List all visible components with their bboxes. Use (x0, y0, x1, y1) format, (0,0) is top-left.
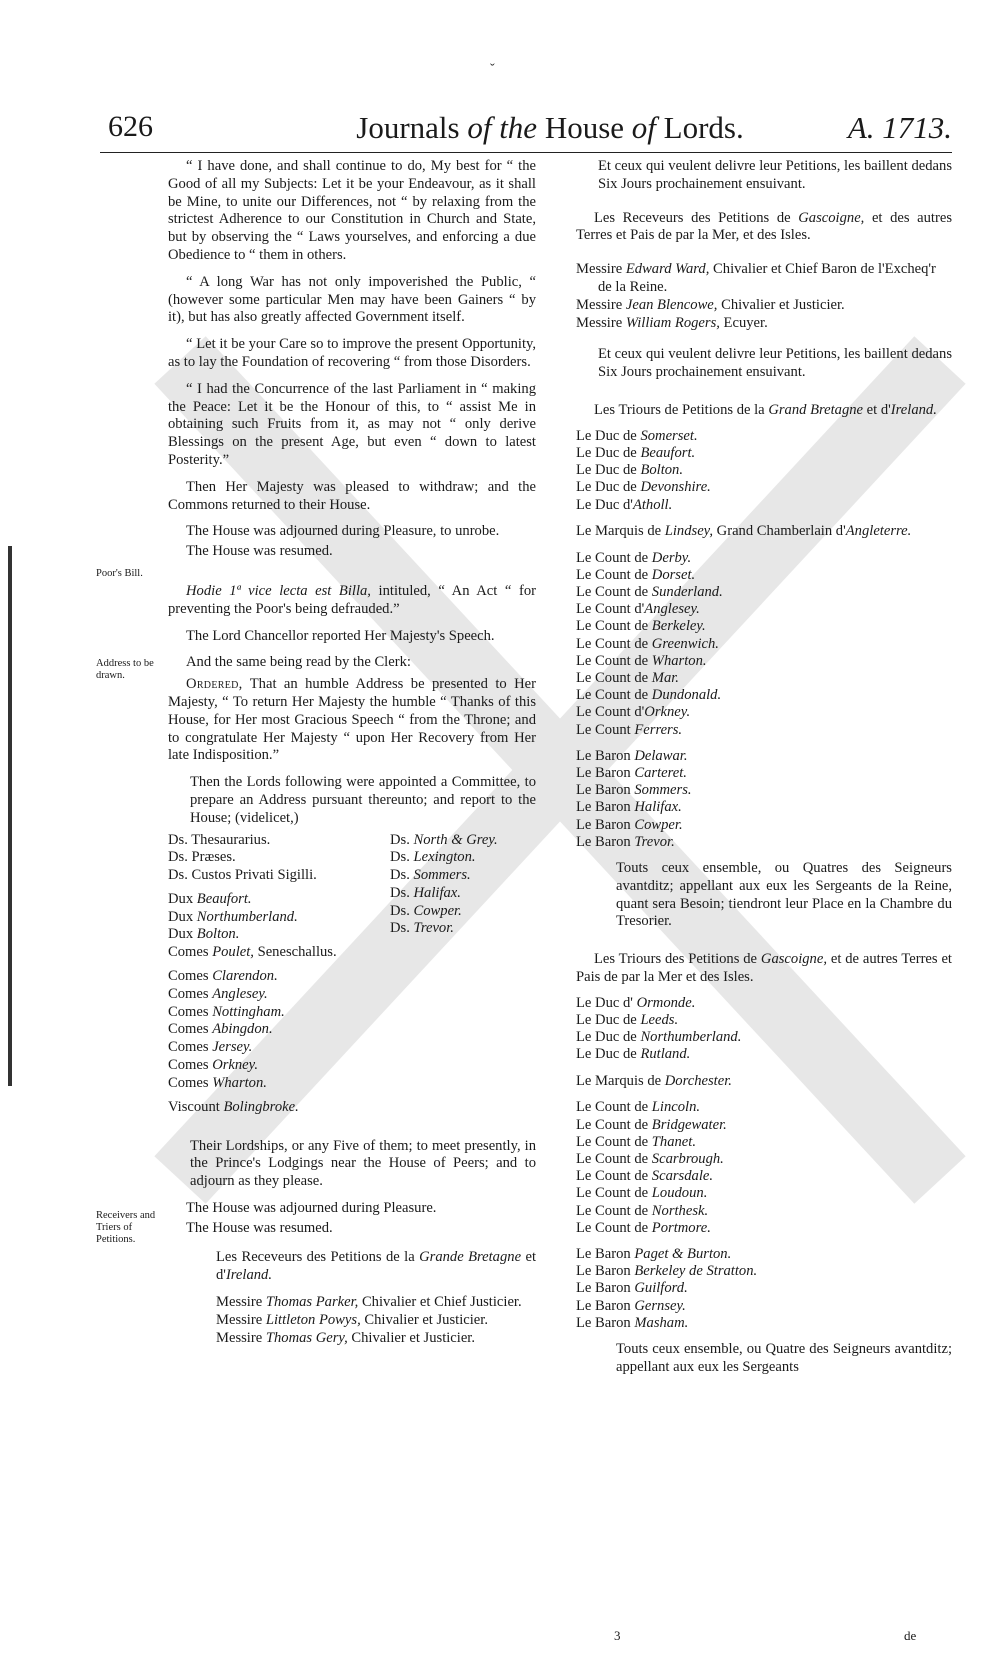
committee-member: Ds. Lexington. (390, 849, 476, 866)
committee-member: Comes Poulet, Seneschallus. (168, 944, 337, 961)
trier-entry: Le Count de Scarbrough. (576, 1151, 724, 1168)
receiver-entry: Messire Littleton Powys, Chivalier et Justicier. (216, 1311, 488, 1328)
triers-gascoigne-counts (576, 1099, 952, 1237)
committee-member: Dux Bolton. (168, 926, 240, 943)
committee-member: Comes Orkney. (168, 1057, 258, 1074)
receivers-gb-heading: Les Receveurs des Petitions de la Grande Bretagne et d'Ireland. (216, 1249, 536, 1284)
trier-entry: Le Count de Loudoun. (576, 1185, 708, 1202)
trier-entry: Le Count de Wharton. (576, 652, 707, 669)
trier-entry: Le Count de Dorset. (576, 566, 696, 583)
trier-entry: Le Baron Paget & Burton. (576, 1246, 732, 1263)
adjourn-entry: The House was adjourned during Pleasure, to unrobe. (186, 523, 500, 540)
signature-mark: 3 (614, 1628, 621, 1643)
triers-gascoigne-dukes (576, 995, 952, 1064)
trier-entry: Le Count de Berkeley. (576, 618, 706, 635)
receiver-entry: Messire Thomas Gery, Chivalier et Justicier. (216, 1329, 476, 1346)
page-header (100, 110, 952, 150)
trier-entry: Le Duc d' Ormonde. (576, 994, 696, 1011)
committee-member: Ds. Thesaurarius. (168, 831, 271, 848)
trier-entry: Le Baron Sommers. (576, 782, 692, 799)
committee-member: Ds. Custos Privati Sigilli. (168, 867, 317, 884)
ceux-entry-1: Et ceux qui veulent delivre leur Petitions, les baillent dedans Six Jours prochainement ensuivant. (598, 158, 952, 192)
committee-member: Comes Nottingham. (168, 1003, 285, 1020)
trier-entry: Le Count de Thanet. (576, 1133, 696, 1150)
margin-note-receivers: Receivers and Triers of Petitions. (96, 1210, 156, 1245)
scan-edge-bar (8, 546, 12, 1086)
committee-intro: Then the Lords following were appointed a Committee, to prepare an Address pursuant thereunto; and report to the House; (videlicet,) (190, 774, 536, 826)
touts-entry-1: Touts ceux ensemble, ou Quatres des Seigneurs avantditz; appellant aux eux les Sergeants de la Reine, quant sera Besoin; tiendront leur Place en la Chambre du Tresorier. (616, 860, 952, 930)
trier-entry: Le Duc de Leeds. (576, 1012, 679, 1029)
committee-member: Ds. Præses. (168, 849, 236, 866)
resumed-entry-2: The House was resumed. (186, 1219, 333, 1236)
speech-paragraph: “ I had the Concurrence of the last Parliament in “ making the Peace: Let it be the Honour of this, to “ assist Me in obtaining such Fruits from it, as may not “ only derive Blessings on the present Age, but even “ down to latest Posterity.” (168, 380, 536, 468)
receiver-entry: Messire William Rogers, Ecuyer. (576, 314, 768, 331)
ceux-entry-2: Et ceux qui veulent delivre leur Petitions, les baillent dedans Six Jours prochainement ensuivant. (598, 346, 952, 381)
year-heading: A. 1713. (847, 110, 952, 145)
receiver-entry: Messire Edward Ward, Chivalier et Chief Baron de l'Excheq'r de la Reine. (576, 261, 936, 295)
trier-entry: Le Baron Masham. (576, 1314, 689, 1331)
lordships-entry: Their Lordships, or any Five of them; to meet presently, in the Prince's Lodgings near the House of Peers; and to adjourn as they please. (190, 1137, 536, 1190)
trier-entry: Le Count Ferrers. (576, 721, 683, 738)
trier-entry: Le Duc de Northumberland. (576, 1029, 742, 1046)
catchword: de (904, 1628, 917, 1643)
committee-member: Comes Anglesey. (168, 985, 268, 1002)
committee-member: Comes Jersey. (168, 1039, 253, 1056)
trier-entry: Le Count de Greenwich. (576, 635, 719, 652)
trier-entry: Le Baron Cowper. (576, 816, 683, 833)
committee-member: Viscount Bolingbroke. (168, 1098, 299, 1115)
margin-note-address: Address to be drawn. (96, 658, 154, 681)
committee-member: Ds. North & Grey. (390, 831, 498, 848)
trier-entry: Le Count de Northesk. (576, 1202, 709, 1219)
withdraw-entry: Then Her Majesty was pleased to withdraw; and the Commons returned to their House. (168, 478, 536, 513)
trier-entry: Le Baron Berkeley de Stratton. (576, 1263, 758, 1280)
receivers-gascoigne-list (576, 261, 952, 332)
poors-bill-entry: Hodie 1ª vice lecta est Billa, intituled, “ An Act “ for preventing the Poor's being defrauded.” (168, 582, 536, 617)
touts-entry-2: Touts ceux ensemble, ou Quatre des Seigneurs avantditz; appellant aux eux les Sergeants (616, 1341, 952, 1375)
committee-member: Dux Beaufort. (168, 890, 252, 907)
triers-gb-heading: Les Triours de Petitions de la Grand Bretagne et d'Ireland. (594, 401, 937, 418)
trier-entry: Le Count de Sunderland. (576, 583, 723, 600)
trier-entry: Le Count de Dundonald. (576, 687, 722, 704)
clerk-entry: And the same being read by the Clerk: (186, 654, 411, 671)
trier-entry: Le Duc de Bolton. (576, 462, 684, 479)
trier-entry: Le Baron Gernsey. (576, 1297, 686, 1314)
trier-entry: Le Count d'Anglesey. (576, 601, 700, 618)
left-column (168, 158, 536, 1347)
speech-paragraph: “ I have done, and shall continue to do, My best for “ the Good of all my Subjects: Let it be your Endeavour, as it shall be Mine, to unite our Differences, not “ by relaxing from the strictest Adherence to our Constitution in Church and State, but by observing the “ Laws yourselves, and enforcing a due Obedience to “ them in others. (168, 158, 536, 263)
running-title: Journals of the House of Lords. (356, 110, 744, 145)
committee-member: Dux Northumberland. (168, 908, 298, 925)
trier-entry: Le Count d'Orkney. (576, 704, 691, 721)
triers-gb-counts (576, 550, 952, 739)
trier-entry: Le Duc de Devonshire. (576, 479, 711, 496)
triers-gascoigne-heading: Les Triours des Petitions de Gascoigne, et de autres Terres et Pais de par la Mer et des Isles. (576, 951, 952, 986)
receivers-gb-list (168, 1294, 536, 1347)
trier-entry: Le Baron Halifax. (576, 799, 682, 816)
trier-entry: Le Duc de Beaufort. (576, 444, 696, 461)
committee-member: Ds. Trevor. (390, 920, 454, 937)
trier-entry: Le Duc d'Atholl. (576, 496, 673, 513)
committee-member: Comes Wharton. (168, 1074, 267, 1091)
top-mark: ˇ (490, 62, 495, 77)
committee-member: Comes Clarendon. (168, 968, 278, 985)
trier-entry: Le Baron Carteret. (576, 765, 687, 782)
trier-entry: Le Count de Bridgewater. (576, 1116, 727, 1133)
triers-gb-dukes (576, 428, 952, 514)
trier-entry: Le Baron Trevor. (576, 833, 675, 850)
trier-entry: Le Count de Portmore. (576, 1219, 711, 1236)
marquis-lindsey: Le Marquis de Lindsey, Grand Chamberlain d'Angleterre. (576, 522, 912, 539)
committee-list-a (168, 832, 378, 1117)
receiver-entry: Messire Thomas Parker, Chivalier et Chief Justicier. (216, 1294, 522, 1311)
trier-entry: Le Duc de Somerset. (576, 427, 698, 444)
trier-entry: Le Duc de Rutland. (576, 1046, 691, 1063)
marquis-dorchester: Le Marquis de Dorchester. (576, 1072, 732, 1089)
margin-note-poors-bill: Poor's Bill. (96, 568, 143, 579)
ordered-entry: Ordered, That an humble Address be presented to Her Majesty, “ To return Her Majesty the humble “ Thanks of this House, for Her most Gracious Speech “ from the Throne; and to congratulate Her Majesty “ upon Her Recovery from Her late Indisposition.” (168, 676, 536, 764)
committee-member: Ds. Sommers. (390, 867, 471, 884)
resumed-entry: The House was resumed. (186, 543, 333, 560)
trier-entry: Le Baron Guilford. (576, 1280, 688, 1297)
receiver-entry: Messire Jean Blencowe, Chivalier et Justicier. (576, 296, 845, 313)
committee-member: Comes Abingdon. (168, 1021, 273, 1038)
triers-gb-barons (576, 748, 952, 851)
committee-list (168, 832, 536, 1132)
trier-entry: Le Count de Scarsdale. (576, 1168, 714, 1185)
speech-paragraph: “ Let it be your Care so to improve the present Opportunity, as to lay the Foundation of recovering “ from those Disorders. (168, 336, 536, 370)
trier-entry: Le Count de Lincoln. (576, 1099, 701, 1116)
triers-gascoigne-barons (576, 1246, 952, 1332)
chancellor-entry: The Lord Chancellor reported Her Majesty's Speech. (186, 627, 495, 644)
trier-entry: Le Baron Delawar. (576, 747, 688, 764)
header-rule (100, 152, 952, 153)
adjourn-entry-2: The House was adjourned during Pleasure. (186, 1199, 437, 1216)
page-number: 626 (108, 110, 153, 143)
right-column (576, 158, 952, 1386)
committee-list-b (390, 832, 536, 939)
trier-entry: Le Count de Mar. (576, 670, 679, 686)
trier-entry: Le Count de Derby. (576, 549, 692, 566)
committee-member: Ds. Halifax. (390, 884, 461, 901)
receivers-gascoigne-heading: Les Receveurs des Petitions de Gascoigne, et des autres Terres et Pais de par la Mer, et des Isles. (576, 209, 953, 244)
speech-paragraph: “ A long War has not only impoverished the Public, “ (however some particular Men may have been Gainers “ by it), but has also greatly affected Government itself. (168, 273, 536, 326)
committee-member: Ds. Cowper. (390, 902, 462, 919)
